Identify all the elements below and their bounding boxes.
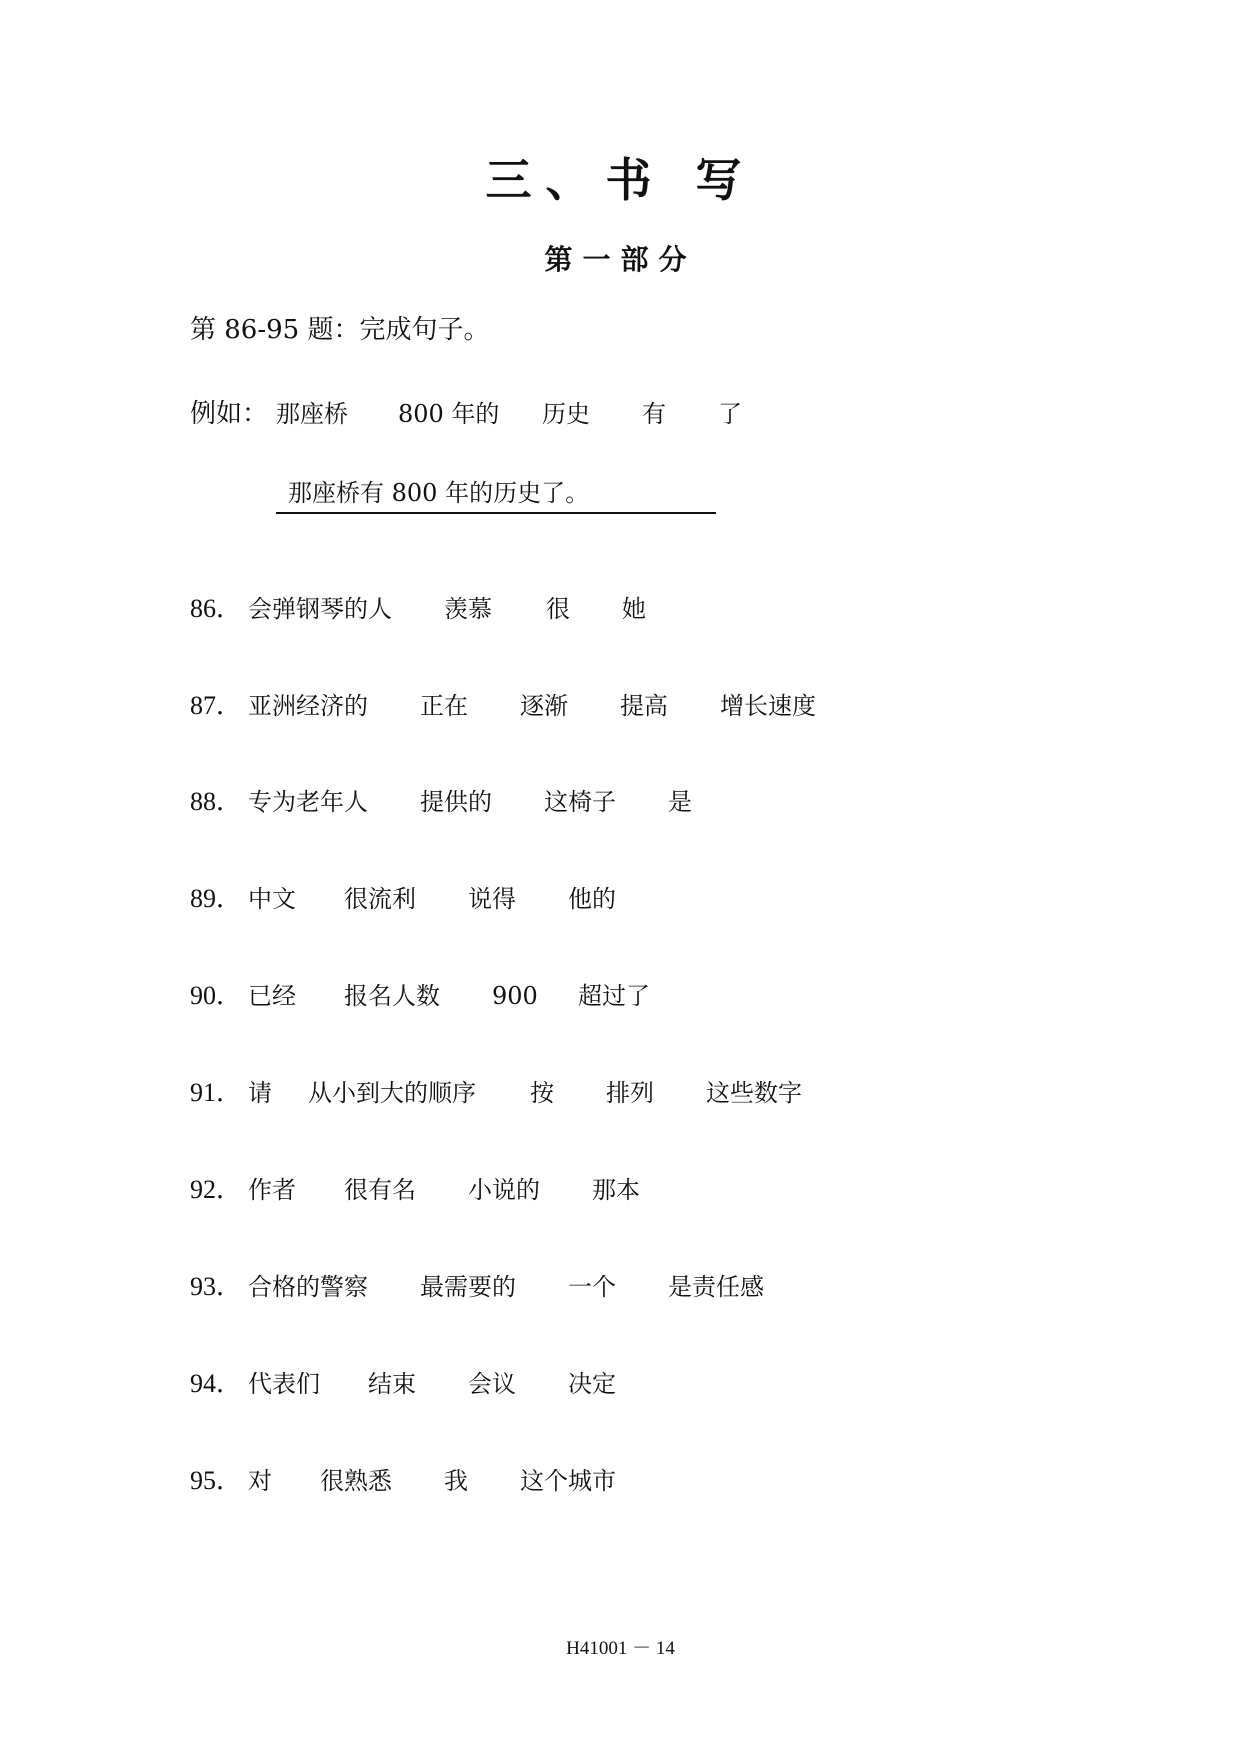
question-word: 专为老年人 bbox=[248, 788, 368, 816]
question-word: 对 bbox=[248, 1467, 272, 1495]
question-number: 89． bbox=[190, 884, 243, 913]
question-90 bbox=[190, 976, 1090, 1016]
question-word: 会议 bbox=[468, 1370, 516, 1398]
question-word: 是 bbox=[668, 788, 692, 816]
question-word: 她 bbox=[622, 595, 646, 623]
question-word: 我 bbox=[444, 1467, 468, 1495]
question-word: 排列 bbox=[606, 1079, 654, 1107]
question-number: 88． bbox=[190, 787, 243, 816]
question-89 bbox=[190, 879, 1090, 919]
question-number: 87． bbox=[190, 691, 243, 720]
question-word: 900 bbox=[492, 982, 538, 1010]
question-word: 提高 bbox=[620, 692, 668, 720]
question-word: 很流利 bbox=[344, 885, 416, 913]
question-word: 会弹钢琴的人 bbox=[248, 595, 392, 623]
question-word: 很熟悉 bbox=[320, 1467, 392, 1495]
example-word: 有 bbox=[642, 400, 666, 428]
question-word: 报名人数 bbox=[344, 982, 440, 1010]
question-word: 很有名 bbox=[344, 1176, 416, 1204]
question-word: 已经 bbox=[248, 982, 296, 1010]
question-number: 86． bbox=[190, 594, 243, 623]
example-answer: 那座桥有 800 年的历史了。 bbox=[288, 479, 590, 507]
question-number: 93． bbox=[190, 1272, 243, 1301]
section-title: 三、书 写 bbox=[485, 153, 756, 207]
question-word: 请 bbox=[248, 1079, 272, 1107]
example-label: 例如： bbox=[190, 399, 269, 429]
question-91 bbox=[190, 1073, 1090, 1113]
question-number: 91． bbox=[190, 1078, 243, 1107]
question-95 bbox=[190, 1461, 1090, 1501]
question-word: 作者 bbox=[248, 1176, 296, 1204]
question-number: 90． bbox=[190, 981, 243, 1010]
question-word: 从小到大的顺序 bbox=[308, 1079, 476, 1107]
question-word: 羡慕 bbox=[444, 595, 492, 623]
question-word: 这椅子 bbox=[544, 788, 616, 816]
question-word: 增长速度 bbox=[720, 692, 816, 720]
question-word: 正在 bbox=[420, 692, 468, 720]
example-word: 800 年的 bbox=[398, 400, 500, 428]
question-word: 超过了 bbox=[578, 982, 650, 1010]
question-87 bbox=[190, 686, 1090, 726]
question-word: 小说的 bbox=[468, 1176, 540, 1204]
question-word: 说得 bbox=[468, 885, 516, 913]
question-word: 提供的 bbox=[420, 788, 492, 816]
instructions: 第 86-95 题：完成句子。 bbox=[190, 315, 490, 345]
example-word: 了 bbox=[718, 400, 742, 428]
question-number: 94． bbox=[190, 1369, 243, 1398]
question-word: 是责任感 bbox=[668, 1273, 764, 1301]
question-word: 决定 bbox=[568, 1370, 616, 1398]
question-word: 很 bbox=[546, 595, 570, 623]
question-word: 这些数字 bbox=[706, 1079, 802, 1107]
question-word: 代表们 bbox=[248, 1370, 320, 1398]
question-word: 逐渐 bbox=[520, 692, 568, 720]
question-word: 合格的警察 bbox=[248, 1273, 368, 1301]
question-86 bbox=[190, 589, 1090, 629]
question-94 bbox=[190, 1364, 1090, 1404]
example-word: 历史 bbox=[542, 400, 590, 428]
question-88 bbox=[190, 782, 1090, 822]
question-93 bbox=[190, 1267, 1090, 1307]
part-title: 第一部分 bbox=[544, 243, 697, 276]
question-word: 他的 bbox=[568, 885, 616, 913]
question-word: 亚洲经济的 bbox=[248, 692, 368, 720]
question-word: 结束 bbox=[368, 1370, 416, 1398]
page-footer: H41001 － 14 bbox=[566, 1638, 675, 1659]
question-word: 最需要的 bbox=[420, 1273, 516, 1301]
question-number: 95． bbox=[190, 1466, 243, 1495]
question-word: 这个城市 bbox=[520, 1467, 616, 1495]
question-number: 92． bbox=[190, 1175, 243, 1204]
example-word: 那座桥 bbox=[276, 400, 348, 428]
question-92 bbox=[190, 1170, 1090, 1210]
question-word: 按 bbox=[530, 1079, 554, 1107]
question-word: 一个 bbox=[568, 1273, 616, 1301]
question-word: 中文 bbox=[248, 885, 296, 913]
example-line bbox=[190, 394, 1090, 434]
example-answer-line bbox=[276, 474, 716, 514]
question-word: 那本 bbox=[592, 1176, 640, 1204]
